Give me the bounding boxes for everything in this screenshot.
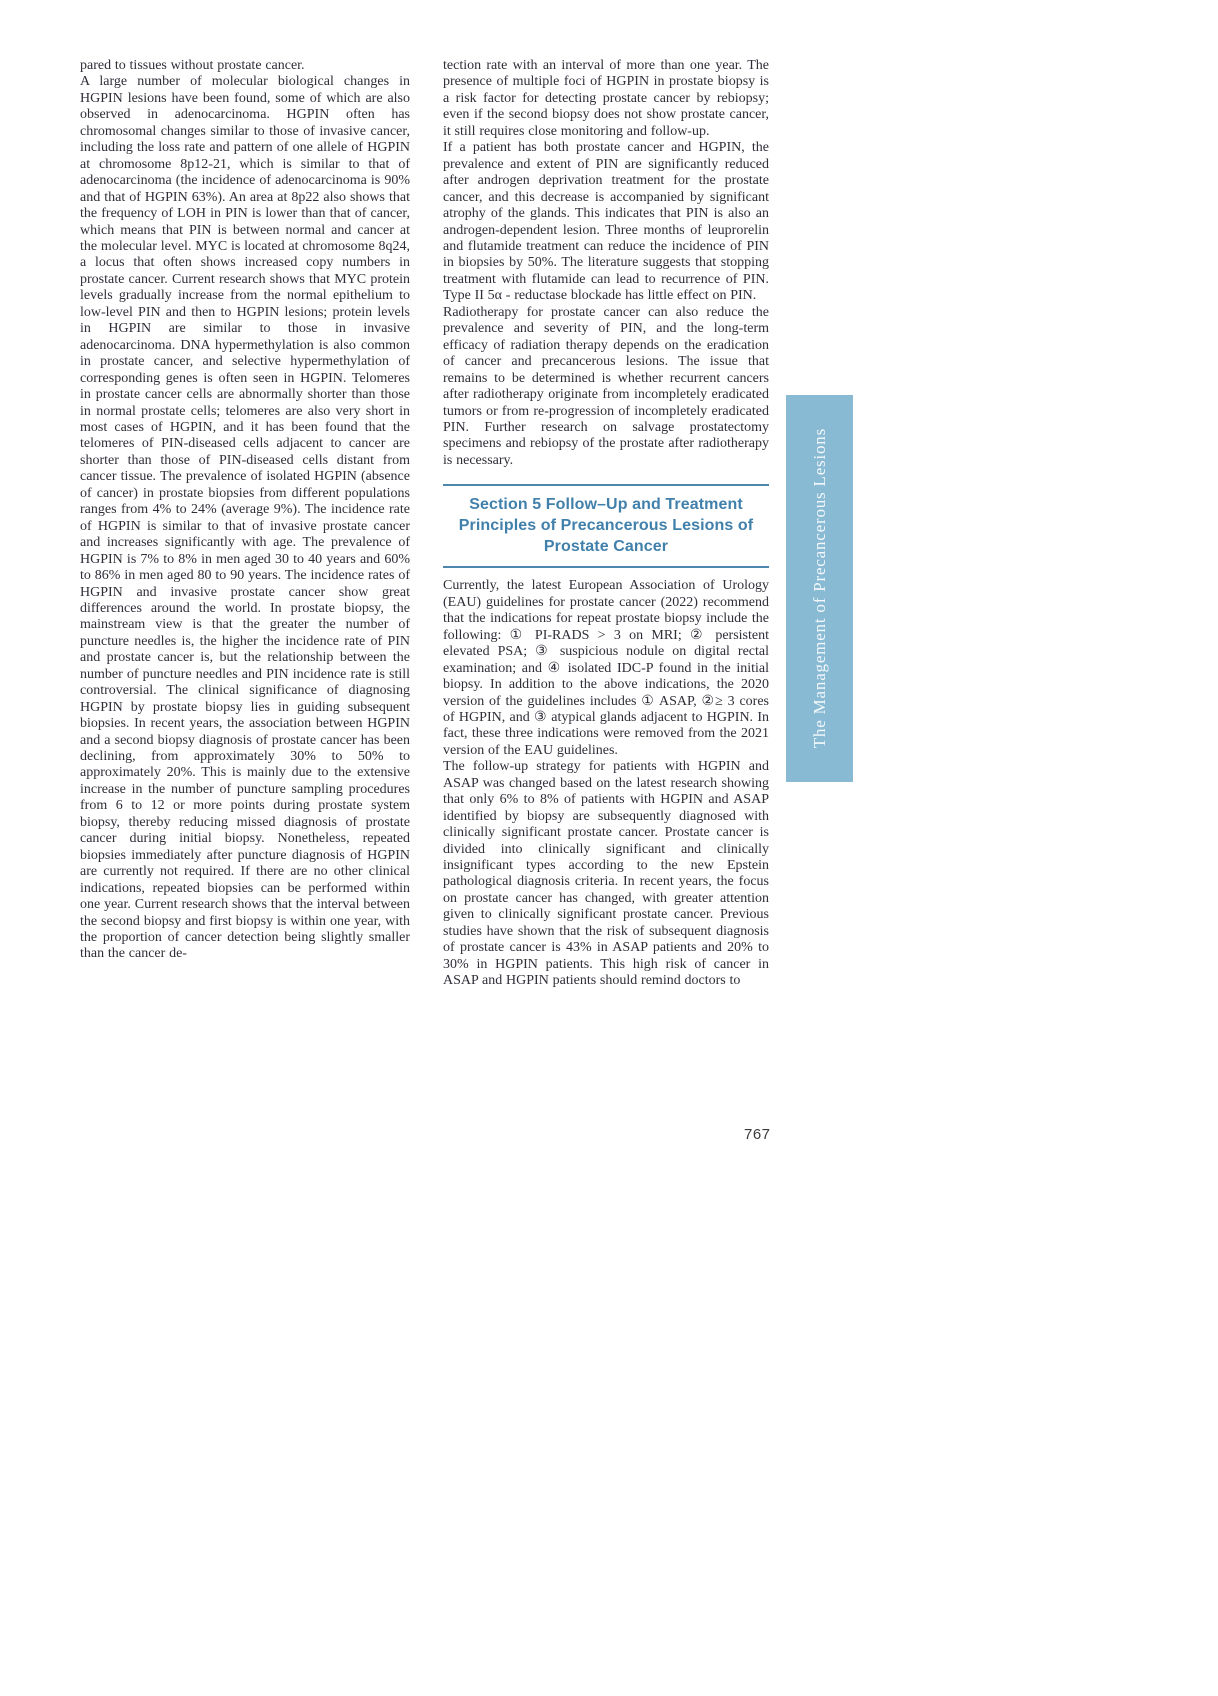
chapter-thumb-tab: [786, 395, 853, 782]
paragraph: If a patient has both prostate cancer and HGPIN, the prevalence and extent of PIN are significantly reduced after androgen deprivation treatment for the prostate cancer, and this decrease is accompanied by significant atrophy of the glands. This indicates that PIN is also an androgen-dependent lesion. Three months of leuprorelin and flutamide treatment can reduce the incidence of PIN in biopsies by 50%. The literature suggests that stopping treatment with flutamide can lead to recurrence of PIN. Type II 5α - reductase blockade has little effect on PIN.: [443, 140, 769, 304]
section-heading: Section 5 Follow–Up and Treatment Principles of Precancerous Lesions of Prostate Cancer: [443, 484, 769, 568]
paragraph: A large number of molecular biological changes in HGPIN lesions have been found, some of which are also observed in adenocarcinoma. HGPIN often has chromosomal changes similar to those of invasive cancer, including the loss rate and pattern of one allele of HGPIN at chromosome 8p12-21, which is similar to that of adenocarcinoma (the incidence of adenocarcinoma is 90% and that of HGPIN 63%). An area at 8p22 also shows that the frequency of LOH in PIN is lower than that of cancer, which means that PIN is between normal and cancer at the molecular level. MYC is located at chromosome 8q24, a locus that often shows increased copy numbers in prostate cancer. Current research shows that MYC protein levels gradually increase from the normal epithelium to low-level PIN and then to HGPIN lesions; protein levels in HGPIN are similar to those in invasive adenocarcinoma. DNA hypermethylation is also common in prostate cancer, and selective hypermethylation of corresponding genes is often seen in HGPIN. Telomeres in prostate cancer cells are abnormally shorter than those in normal prostate cells; telomeres are also very short in most cases of HGPIN, and it has been found that the telomeres of PIN-diseased cells adjacent to cancer are shorter than those of PIN-diseased cells distant from cancer tissue. The prevalence of isolated HGPIN (absence of cancer) in prostate biopsies from different populations ranges from 4% to 24% (average 9%). The incidence rate of HGPIN is similar to that of invasive prostate cancer and increases significantly with age. The prevalence of HGPIN is 7% to 8% in men aged 30 to 40 years and 60% to 86% in men aged 80 to 90 years. The incidence rates of HGPIN and invasive prostate cancer show great differences around the world. In prostate biopsy, the mainstream view is that the greater the number of puncture needles is, the higher the incidence rate of PIN and prostate cancer is, but the relationship between the number of puncture needles and PIN incidence rate is still controversial. The clinical significance of diagnosing HGPIN by prostate biopsy lies in guiding subsequent biopsies. In recent years, the association between HGPIN and a second biopsy diagnosis of prostate cancer has been declining, from approximately 30% to 50% to approximately 20%. This is mainly due to the extensive increase in the number of puncture sampling procedures from 6 to 12 or more points during prostate system biopsy, thereby reducing missed diagnosis of prostate cancer during initial biopsy. Nonetheless, repeated biopsies immediately after puncture diagnosis of HGPIN are currently not required. If there are no other clinical indications, repeated biopsies can be performed within one year. Current research shows that the interval between the second biopsy and first biopsy is within one year, with the proportion of cancer detection being slightly smaller than the cancer de-: [80, 74, 410, 962]
paragraph: The follow-up strategy for patients with HGPIN and ASAP was changed based on the latest research showing that only 6% to 8% of patients with HGPIN and ASAP identified by biopsy are subsequently diagnosed with clinically significant prostate cancer. Prostate cancer is divided into clinically significant and clinically insignificant types according to the new Epstein pathological diagnosis criteria. In recent years, the focus on prostate cancer has changed, with greater attention given to clinically significant prostate cancer. Previous studies have shown that the risk of subsequent diagnosis of prostate cancer is 43% in ASAP patients and 20% to 30% in HGPIN patients. This high risk of cancer in ASAP and HGPIN patients should remind doctors to: [443, 759, 769, 989]
left-column: [80, 58, 410, 963]
paragraph: pared to tissues without prostate cancer.: [80, 58, 305, 73]
right-column: [443, 58, 769, 990]
paragraph: tection rate with an interval of more than one year. The presence of multiple foci of HGPIN in prostate biopsy is a risk factor for detecting prostate cancer by rebiopsy; even if the second biopsy does not show prostate cancer, it still requires close monitoring and follow-up.: [443, 58, 769, 139]
paragraph: Currently, the latest European Association of Urology (EAU) guidelines for prostate cancer (2022) recommend that the indications for repeat prostate biopsy include the following: ① PI-RADS > 3 on MRI; ② persistent elevated PSA; ③ suspicious nodule on digital rectal examination; and ④ isolated IDC-P found in the initial biopsy. In addition to the above indications, the 2020 version of the guidelines includes ① ASAP, ②≥ 3 cores of HGPIN, and ③ atypical glands adjacent to HGPIN. In fact, these three indications were removed from the 2021 version of the EAU guidelines.: [443, 578, 769, 758]
paragraph: Radiotherapy for prostate cancer can also reduce the prevalence and severity of PIN, and the long-term efficacy of radiation therapy depends on the eradication of cancer and precancerous lesions. The issue that remains to be determined is whether recurrent cancers after radiotherapy originate from incompletely eradicated tumors or from re-progression of incompletely eradicated PIN. Further research on salvage prostatectomy specimens and rebiopsy of the prostate after radiotherapy is necessary.: [443, 304, 769, 468]
page-number: 767: [744, 1126, 771, 1143]
chapter-thumb-tab-label: The Management of Precancerous Lesions: [809, 428, 829, 749]
